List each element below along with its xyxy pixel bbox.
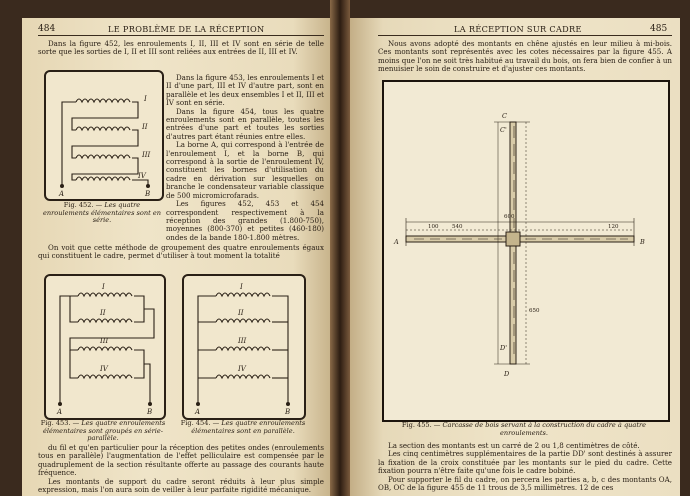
left-side-text: Dans la figure 453, les enroulements I et II d'une part, III et IV d'autre part, sont en parallèle et les deux ensembles I et II, III et IV sont en série. Dans la figure 454, tous les quatre enroulements sont en parallèle, toutes les entrées d'une part et toutes les sorties d'autres part étant réunies entre elles. La borne A, qui correspond à l'entrée de l'enroulement I, et la borne B, qui correspond à la sortie de l'enroulement IV, constituent les bornes d'utilisation du cadre en dérivation sur lesquelles on branche le condensateur variable classique de 500 micromicrofarads. Les figures 452, 453 et 454 correspondent respectivement à la réception des grandes (1.800-750), moyennes (800-370) et petites (460-180) ondes de la bande 180-1.800 mètres. [166, 73, 324, 242]
dim-left: 100 [428, 224, 439, 230]
left-bottom-text: du fil et qu'en particulier pour la réception des petites ondes (enroulements tous en parallèle) l'augmentation de l'effet pelliculaire est compensée par le quadruplement de la section résultante offerte au passage des courants haute fréquence. Les montants de support du cadre seront réduits à leur plus simple expression, mais l'on aura soin de veiller à leur parfaite rigidité mécanique. [38, 443, 324, 495]
fig454-label-iii: III [238, 337, 247, 345]
right-bottom-text: La section des montants est un carré de 2 ou 1,8 centimètres de côté. Les cinq centimètres supplémentaires de la partie DD' sont destinés à assurer la fixation de la croix constituée par les montants sur le pied du cadre. Cette fixation pourra n'être faite qu'une fois le cadre bobiné. Pour supporter le fil du cadre, on percera les parties a, b, c des montants OA, OB, OC de la figure 455 de 11 trous de 3,5 millimètres. 12 de ces [378, 441, 672, 493]
dim-vertical: 650 [529, 308, 540, 314]
left-page [22, 18, 330, 496]
fig453-terminal-b: B [147, 408, 153, 416]
label-a: A [394, 238, 399, 246]
dim-mid: 540 [452, 224, 463, 230]
left-running-head: LE PROBLÈME DE LA RÉCEPTION [108, 24, 265, 34]
figure-452-caption: Fig. 452. — Les quatre enroulements élémentaires sont en série. [42, 201, 162, 225]
method-paragraph: On voit que cette méthode de groupement des quatre enroulements égaux qui constituent le cadre, permet d'utiliser à tout moment la totalité [38, 243, 324, 261]
series-parallel-winding-schematic [46, 276, 164, 418]
label-c-prime: C' [500, 126, 507, 134]
series-winding-schematic [46, 72, 162, 199]
fig453-label-ii: II [100, 309, 106, 317]
figure-455-caption: Fig. 455. — Carcasse de bois servant à la construction du cadre à quatre enroulements. [401, 421, 647, 437]
terminal-a-label: A [59, 190, 65, 198]
right-page [350, 18, 680, 496]
right-running-head: LA RÉCEPTION SUR CADRE [454, 24, 582, 34]
terminal-b-label: B [145, 190, 151, 198]
fig453-terminal-a: A [57, 408, 63, 416]
right-intro-paragraph: Nous avons adopté des montants en chêne ajustés en leur milieu à mi-bois. Ces montants sont représentés avec les cotes nécessaires par la figure 455. A moins que l'on ne soit très habitué au travail du bois, on fera bien de confier à un menuisier le soin de construire et d'ajuster ces montants. [378, 39, 672, 74]
figure-455-drawing [382, 80, 670, 422]
fig453-label-i: I [102, 283, 105, 291]
label-d-prime: D' [500, 344, 507, 352]
figure-452-diagram [44, 70, 164, 201]
book-gutter [330, 0, 350, 496]
parallel-winding-schematic [184, 276, 304, 418]
label-c: C [502, 112, 507, 120]
fig454-terminal-a: A [195, 408, 201, 416]
right-page-number: 485 [650, 24, 668, 34]
fig454-label-iv: IV [238, 365, 246, 373]
header-rule [38, 35, 324, 36]
fig454-terminal-b: B [285, 408, 291, 416]
left-page-number: 484 [38, 24, 56, 34]
left-intro-paragraph: Dans la figure 452, les enroulements I, II, III et IV sont en série de telle sorte que les sorties de I, II et III sont reliées aux entrées de II, III et IV. [38, 39, 324, 57]
wooden-cross-drawing [384, 82, 668, 420]
figure-453-caption: Fig. 453. — Les quatre enroulements élémentaires sont groupés en série-parallèle. [40, 419, 166, 443]
dim-horizontal: 600 [504, 214, 515, 220]
fig453-label-iii: III [100, 337, 109, 345]
figure-453-diagram [44, 274, 166, 420]
winding-label-iii: III [142, 151, 151, 159]
winding-label-iv: IV [138, 172, 146, 180]
figure-454-caption: Fig. 454. — Les quatre enroulements élémentaires sont en parallèle. [180, 419, 306, 435]
fig454-label-i: I [240, 283, 243, 291]
fig454-label-ii: II [238, 309, 244, 317]
right-header-rule [378, 35, 672, 36]
dim-right: 120 [608, 224, 619, 230]
figure-454-diagram [182, 274, 306, 420]
winding-label-i: I [144, 95, 147, 103]
winding-label-ii: II [142, 123, 148, 131]
fig453-label-iv: IV [100, 365, 108, 373]
label-d: D [504, 370, 510, 378]
label-b: B [640, 238, 645, 246]
